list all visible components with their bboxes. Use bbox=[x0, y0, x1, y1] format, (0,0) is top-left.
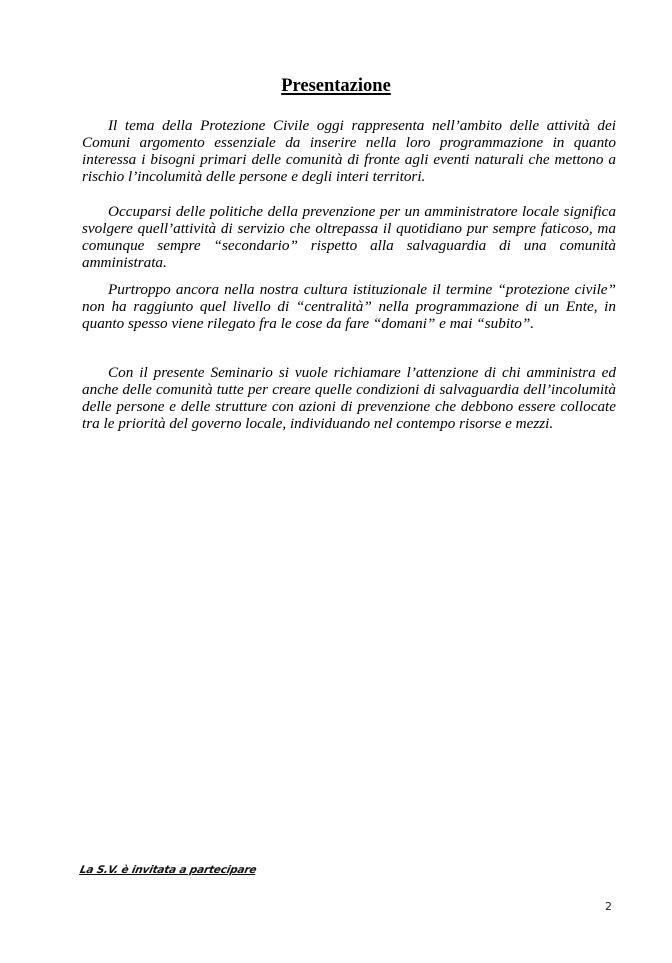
page-number: 2 bbox=[605, 900, 612, 913]
paragraph: Occuparsi delle politiche della prevenzione per un amministratore locale significa svolgere quell’attività di servizio che oltrepassa il quotidiano pur sempre faticoso, ma comunque sempre “secondario” rispetto alla salvaguardia di una comunità amministrata. bbox=[82, 203, 616, 271]
paragraph: Il tema della Protezione Civile oggi rappresenta nell’ambito delle attività dei Comuni argomento essenziale da inserire nella loro programmazione in quanto interessa i bisogni primari delle comunità di fronte agli eventi naturali che mettono a rischio l’incolumità delle persone e degli interi territori. bbox=[82, 117, 616, 185]
paragraph: Con il presente Seminario si vuole richiamare l’attenzione di chi amministra ed anche delle comunità tutte per creare quelle condizioni di salvaguardia dell’incolumità delle persone e delle strutture con azioni di prevenzione che debbono essere collocate tra le priorità del governo locale, individuando nel contempo risorse e mezzi. bbox=[82, 364, 616, 432]
page-title-text: Presentazione bbox=[281, 76, 391, 96]
invitation-text: La S.V. è invitata a partecipare bbox=[78, 864, 258, 876]
paragraph: Purtroppo ancora nella nostra cultura istituzionale il termine “protezione civile” non ha raggiunto quel livello di “centralità” nella programmazione di un Ente, in quanto spesso viene rilegato fra le cose da fare “domani” e mai “subito”. bbox=[82, 281, 616, 332]
page-title bbox=[0, 76, 672, 97]
